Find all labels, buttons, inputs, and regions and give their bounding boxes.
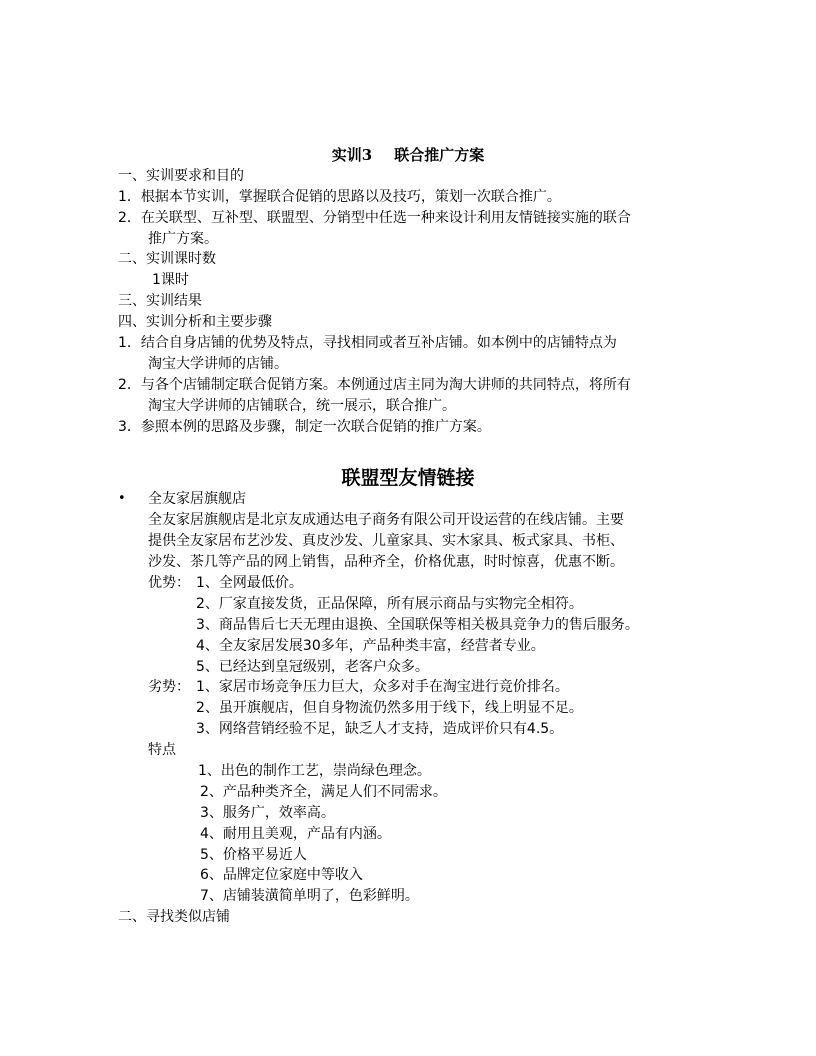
heading-find-similar-stores: 二、寻找类似店铺	[118, 909, 230, 925]
step-item-1: 1．结合自身店铺的优势及特点，寻找相同或者互补店铺。如本例中的店铺特点为	[118, 335, 617, 351]
features-label: 特点	[148, 742, 176, 758]
feature-item: 3、服务广，效率高。	[200, 805, 335, 821]
step-item-2: 2．与各个店铺制定联合促销方案。本例通过店主同为淘大讲师的共同特点，将所有	[118, 377, 631, 393]
disadvantages-label: 劣势：	[148, 679, 190, 695]
alliance-link-title: 联盟型友情链接	[341, 467, 475, 489]
heading-steps: 四、实训分析和主要步骤	[118, 314, 272, 330]
feature-item: 6、品牌定位家庭中等收入	[200, 867, 363, 883]
feature-item: 1、出色的制作工艺，崇尚绿色理念。	[198, 763, 431, 779]
step-item-1-cont: 淘宝大学讲师的店铺。	[148, 356, 288, 372]
advantages-label: 优势：	[148, 575, 190, 591]
advantage-item: 5、已经达到皇冠级别，老客户众多。	[196, 659, 429, 675]
step-item-2-cont: 淘宝大学讲师的店铺联合，统一展示，联合推广。	[148, 398, 456, 414]
disadvantage-item: 3、网络营销经验不足，缺乏人才支持，造成评价只有4.5。	[196, 721, 564, 737]
advantage-item: 1、全网最低价。	[196, 575, 303, 591]
feature-item: 5、价格平易近人	[200, 847, 307, 863]
store-desc-line-1: 全友家居旗舰店是北京友成通达电子商务有限公司开设运营的在线店铺。主要	[148, 512, 624, 528]
disadvantage-item: 1、家居市场竞争压力巨大，众多对手在淘宝进行竞价排名。	[196, 679, 569, 695]
practice-topic: 联合推广方案	[394, 146, 485, 164]
step-item-3: 3．参照本例的思路及步骤，制定一次联合促销的推广方案。	[118, 419, 491, 435]
store-name: 全友家居旗舰店	[148, 491, 246, 507]
requirement-item-1: 1．根据本节实训，掌握联合促销的思路以及技巧，策划一次联合推广。	[118, 189, 561, 205]
advantage-item: 3、商品售后七天无理由退换、全国联保等相关极具竞争力的售后服务。	[196, 617, 639, 633]
store-desc-line-3: 沙发、茶几等产品的网上销售，品种齐全，价格优惠，时时惊喜，优惠不断。	[148, 554, 624, 570]
store-desc-line-2: 提供全友家居布艺沙发、真皮沙发、儿童家具、实木家具、板式家具、书柜、	[148, 533, 624, 549]
practice-title	[0, 144, 816, 166]
disadvantage-item: 2、虽开旗舰店，但自身物流仍然多用于线下，线上明显不足。	[196, 700, 583, 716]
requirement-item-2: 2．在关联型、互补型、联盟型、分销型中任选一种来设计利用友情链接实施的联合	[118, 210, 631, 226]
feature-item: 2、产品种类齐全，满足人们不同需求。	[200, 784, 447, 800]
heading-results: 三、实训结果	[118, 293, 202, 309]
feature-item: 4、耐用且美观，产品有内涵。	[200, 826, 391, 842]
bullet-icon: •	[118, 491, 126, 506]
requirement-item-2-cont: 推广方案。	[148, 231, 218, 247]
advantage-item: 4、全友家居发展30多年，产品种类丰富，经营者专业。	[196, 638, 545, 654]
heading-hours: 二、实训课时数	[118, 251, 216, 267]
practice-number: 实训3	[331, 146, 373, 164]
hours-value: 1课时	[152, 272, 189, 288]
feature-item: 7、店铺装潢简单明了，色彩鲜明。	[200, 888, 419, 904]
heading-requirements: 一、实训要求和目的	[118, 168, 244, 184]
advantage-item: 2、厂家直接发货，正品保障，所有展示商品与实物完全相符。	[196, 596, 583, 612]
